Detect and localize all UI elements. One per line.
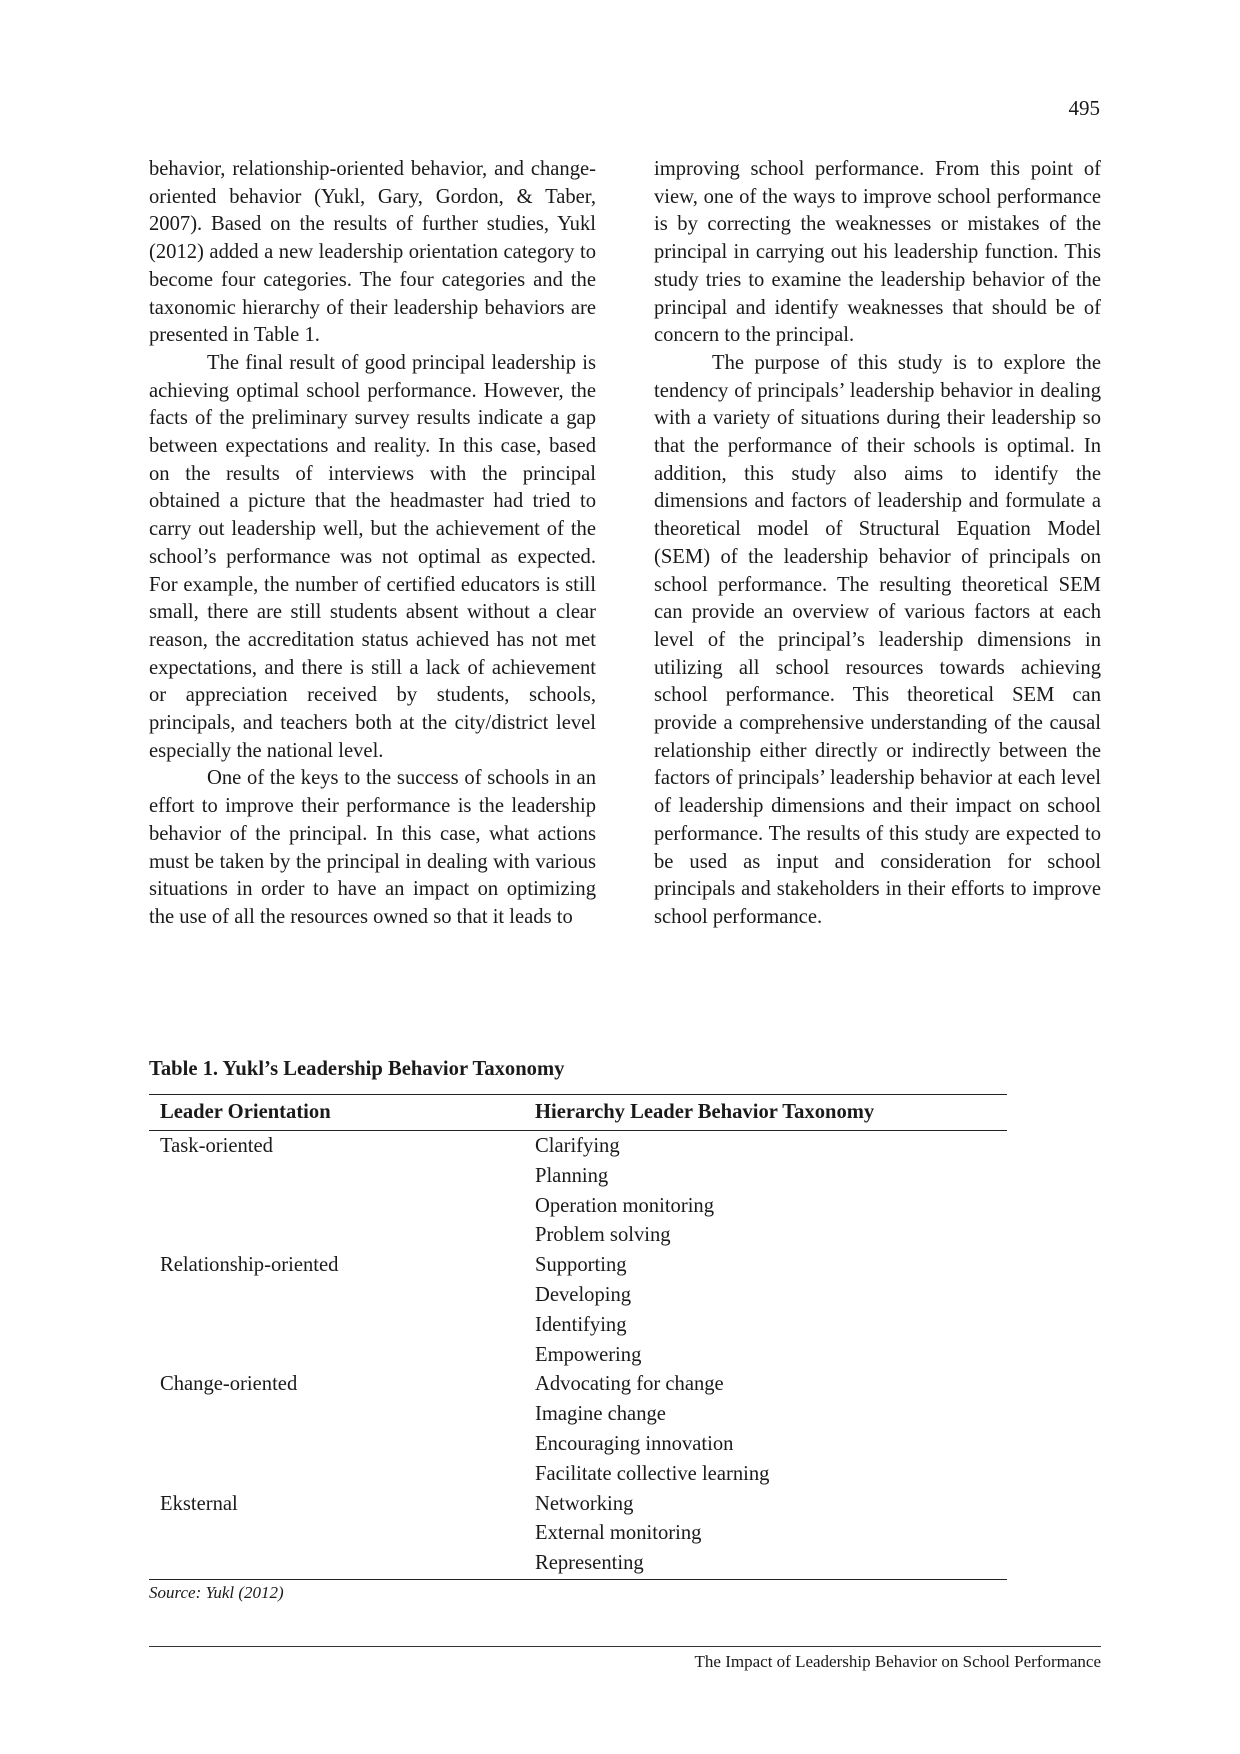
cell-leader-orientation <box>149 1281 535 1311</box>
cell-behavior-taxonomy: Clarifying <box>535 1135 620 1157</box>
cell-behavior-taxonomy: Networking <box>535 1492 634 1515</box>
table-row <box>149 1311 1007 1341</box>
cell-leader-orientation <box>149 1460 535 1490</box>
cell-behavior-taxonomy: Problem solving <box>535 1224 671 1247</box>
cell-behavior-taxonomy: Operation monitoring <box>535 1194 715 1217</box>
cell-behavior-taxonomy: Supporting <box>535 1254 627 1277</box>
cell-behavior-taxonomy: Facilitate collective learning <box>535 1462 770 1485</box>
table-row <box>149 1162 1007 1192</box>
table-source-note: Source: Yukl (2012) <box>149 1583 284 1602</box>
cell-leader-orientation <box>149 1549 535 1579</box>
cell-leader-orientation <box>149 1311 535 1341</box>
taxonomy-table <box>149 1094 1007 1580</box>
table-row <box>149 1430 1007 1460</box>
header-leader-orientation: Leader Orientation <box>160 1101 331 1123</box>
page-number: 495 <box>1068 96 1100 120</box>
table-row <box>149 1221 1007 1251</box>
cell-leader-orientation <box>149 1430 535 1460</box>
table-row <box>149 1549 1007 1579</box>
paragraph: behavior, relationship-oriented behavior, and change-oriented behavior (Yukl, Gary, Gordon, & Taber, 2007). Based on the results of further studies, Yukl (2012) added a new leadership orientation category to become four categories. The four categories and the taxonomic hierarchy of their leadership behaviors are presented in Table 1. <box>149 158 596 347</box>
right-column <box>654 156 1101 932</box>
paragraph: improving school performance. From this point of view, one of the ways to improve school performance is by correcting the weaknesses or mistakes of the principal in carrying out his leadership function. This study tries to examine the leadership behavior of the principal and identify weaknesses that should be of concern to the principal. <box>654 158 1101 347</box>
cell-behavior-taxonomy: Planning <box>535 1164 609 1187</box>
cell-behavior-taxonomy: Representing <box>535 1552 644 1575</box>
table-body <box>149 1131 1007 1579</box>
table-row <box>149 1132 1007 1162</box>
paragraph: The purpose of this study is to explore the tendency of principals’ leadership behavior in dealing with a variety of situations during their leadership so that the performance of their schools is optimal. In addition, this study also aims to identify the dimensions and factors of leadership and formulate a theoretical model of Structural Equation Model (SEM) of the leadership behavior of principals on school performance. The resulting theoretical SEM can provide an overview of various factors at each level of the principal’s leadership dimensions in utilizing all school resources towards achieving school performance. This theoretical SEM can provide a comprehensive understanding of the causal relationship either directly or indirectly between the factors of principals’ leadership behavior at each level of leadership dimensions and their impact on school performance. The results of this study are expected to be used as input and consideration for school principals and stakeholders in their efforts to improve school performance. <box>654 351 1101 928</box>
header-hierarchy-taxonomy: Hierarchy Leader Behavior Taxonomy <box>535 1101 875 1123</box>
cell-leader-orientation: Task-oriented <box>160 1135 273 1157</box>
cell-leader-orientation <box>149 1221 535 1251</box>
footer-divider <box>149 1646 1101 1647</box>
running-footer-title: The Impact of Leadership Behavior on School Performance <box>694 1652 1101 1671</box>
cell-behavior-taxonomy: Advocating for change <box>535 1373 724 1396</box>
cell-leader-orientation <box>149 1519 535 1549</box>
cell-behavior-taxonomy: Encouraging innovation <box>535 1432 734 1455</box>
paragraph: The final result of good principal leadership is achieving optimal school performance. However, the facts of the preliminary survey results indicate a gap between expectations and reality. In this case, based on the results of interviews with the principal obtained a picture that the headmaster had tried to carry out leadership well, but the achievement of the school’s performance was not optimal as expected. For example, the number of certified educators is still small, there are still students absent without a clear reason, the accreditation status achieved has not met expectations, and there is still a lack of achievement or appreciation received by students, schools, principals, and teachers both at the city/district level especially the national level. <box>149 351 596 762</box>
table-row <box>149 1519 1007 1549</box>
table-row <box>149 1192 1007 1222</box>
cell-leader-orientation <box>149 1400 535 1430</box>
cell-behavior-taxonomy: Empowering <box>535 1343 642 1366</box>
cell-behavior-taxonomy: Developing <box>535 1283 632 1306</box>
table-row <box>149 1400 1007 1430</box>
table-row <box>149 1460 1007 1490</box>
cell-leader-orientation: Change-oriented <box>160 1373 298 1396</box>
cell-leader-orientation <box>149 1341 535 1371</box>
cell-behavior-taxonomy: Imagine change <box>535 1403 666 1426</box>
table-row <box>149 1490 1007 1520</box>
cell-leader-orientation <box>149 1162 535 1192</box>
paragraph: One of the keys to the success of schools in an effort to improve their performance is the leadership behavior of the principal. In this case, what actions must be taken by the principal in dealing with various situations in order to have an impact on optimizing the use of all the resources owned so that it leads to <box>149 767 596 928</box>
cell-behavior-taxonomy: Identifying <box>535 1313 627 1336</box>
table-row <box>149 1251 1007 1281</box>
cell-behavior-taxonomy: External monitoring <box>535 1522 702 1545</box>
table-caption: Table 1. Yukl’s Leadership Behavior Taxonomy <box>149 1058 565 1080</box>
table-header-row <box>149 1095 1007 1131</box>
cell-leader-orientation: Eksternal <box>160 1492 238 1515</box>
left-column <box>149 156 596 932</box>
table-row <box>149 1281 1007 1311</box>
table-row <box>149 1370 1007 1400</box>
cell-leader-orientation <box>149 1192 535 1222</box>
cell-leader-orientation: Relationship-oriented <box>160 1254 339 1277</box>
table-row <box>149 1341 1007 1371</box>
